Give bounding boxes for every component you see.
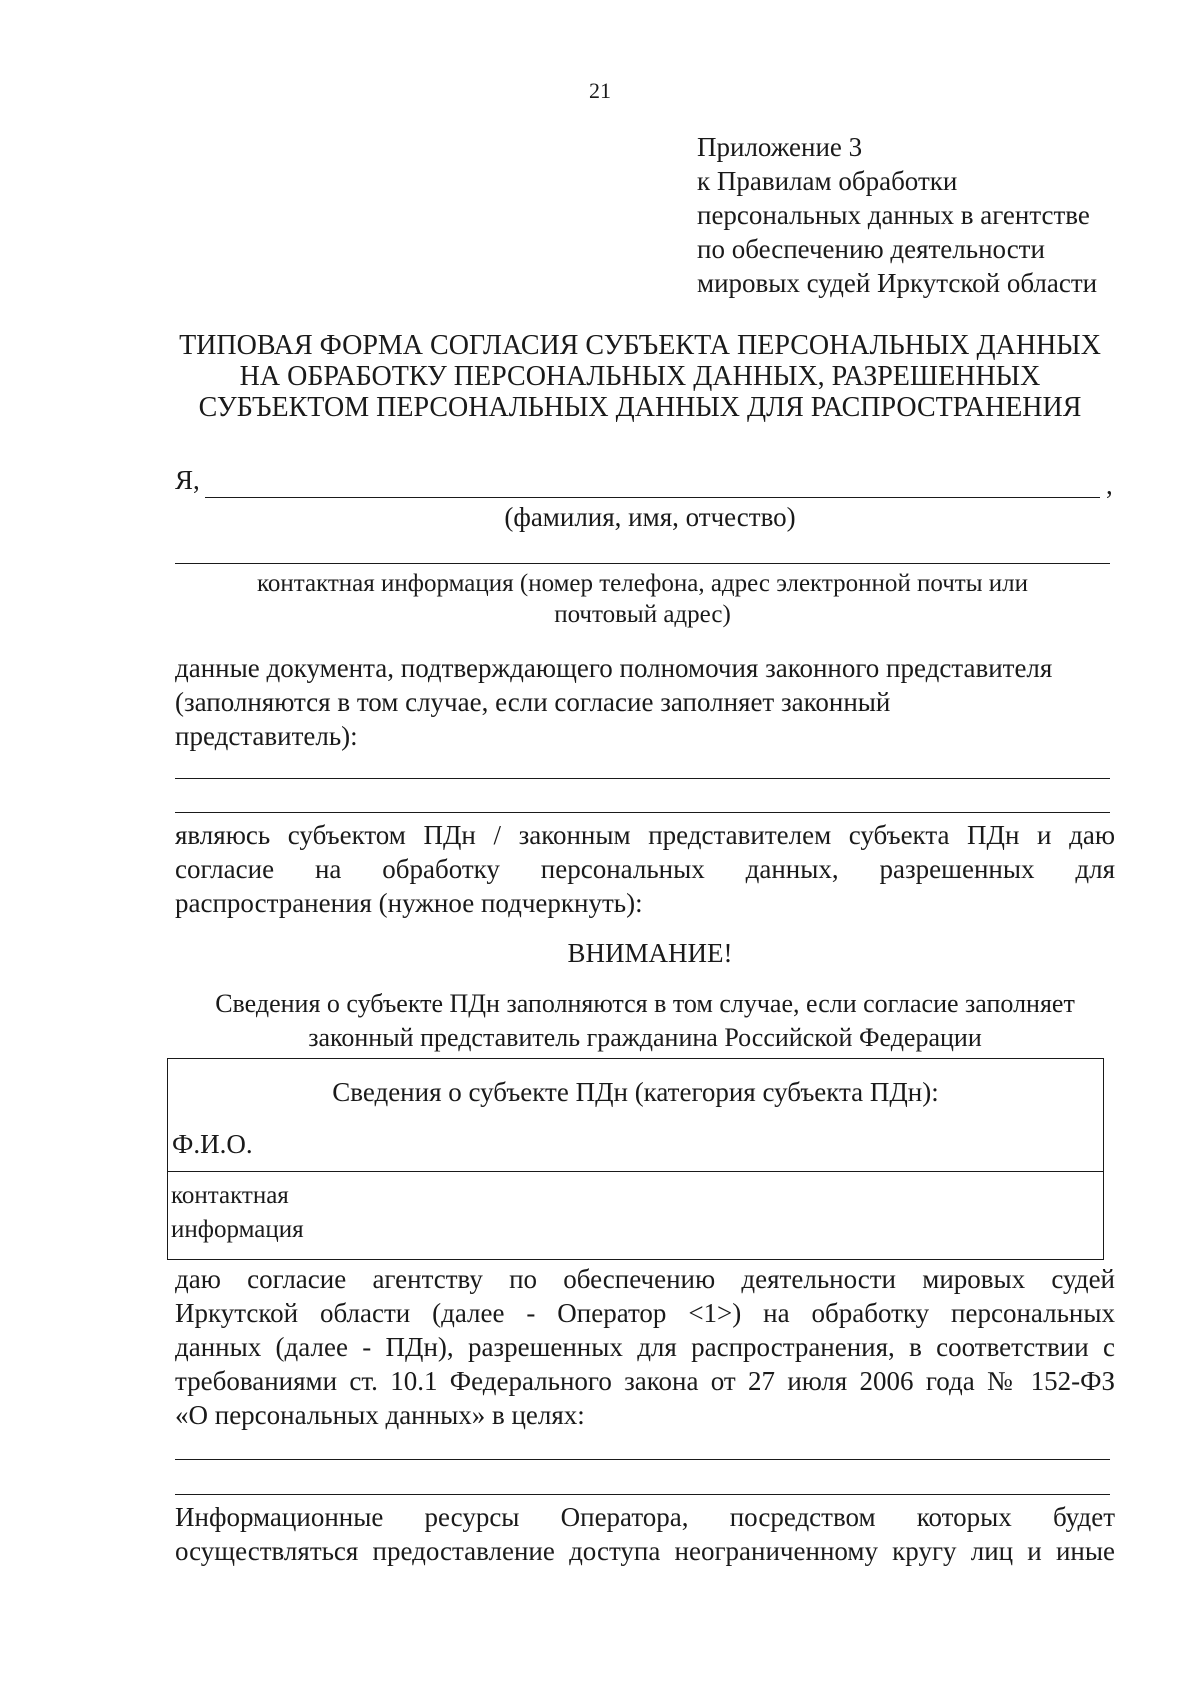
purpose-input-line-1[interactable] (175, 1459, 1110, 1460)
subject-line: согласие на обработку персональных данных, разрешенных для (175, 854, 1115, 884)
subject-fio-label: Ф.И.О. (172, 1129, 253, 1159)
title-line: ТИПОВАЯ ФОРМА СОГЛАСИЯ СУБЪЕКТА ПЕРСОНАЛЬНЫХ ДАННЫХ (179, 330, 1101, 361)
appendix-header (697, 130, 1097, 300)
subject-contact-label (171, 1179, 304, 1247)
consent-text (175, 1262, 1115, 1398)
contact-caption-line: контактная информация (номер телефона, адрес электронной почты или (256, 570, 1029, 597)
resources-text (175, 1500, 1115, 1568)
subject-contact-line: информация (171, 1216, 304, 1243)
title-line: СУБЪЕКТОМ ПЕРСОНАЛЬНЫХ ДАННЫХ ДЛЯ РАСПРОСТРАНЕНИЯ (198, 392, 1082, 423)
fio-input-line[interactable] (205, 497, 1100, 498)
contact-caption (170, 568, 1115, 630)
contact-input-line[interactable] (175, 563, 1110, 564)
i-comma: , (1106, 470, 1113, 500)
subject-info-box (167, 1058, 1104, 1260)
attention-note (170, 987, 1120, 1055)
i-label: Я, (175, 465, 200, 495)
consent-line: требованиями ст. 10.1 Федерального закона от 27 июля 2006 года № 152-ФЗ (175, 1366, 1115, 1396)
document-title (150, 330, 1130, 423)
subject-contact-line: контактная (171, 1182, 289, 1209)
title-line: НА ОБРАБОТКУ ПЕРСОНАЛЬНЫХ ДАННЫХ, РАЗРЕШЕННЫХ (239, 361, 1041, 392)
purpose-input-line-2[interactable] (175, 1494, 1110, 1495)
rep-doc-line: представитель): (175, 721, 358, 751)
consent-last-line: «О персональных данных» в целях: (175, 1400, 585, 1430)
appendix-line: к Правилам обработки (697, 166, 958, 196)
rep-doc-input-line-1[interactable] (175, 778, 1110, 779)
attention-heading: ВНИМАНИЕ! (567, 938, 733, 968)
subject-last-line: распространения (нужное подчеркнуть): (175, 888, 643, 918)
resources-line: Информационные ресурсы Оператора, посредством которых будет (175, 1502, 1115, 1532)
rep-doc-input-line-2[interactable] (175, 812, 1110, 813)
contact-caption-line: почтовый адрес) (554, 601, 731, 628)
page-number: 21 (589, 78, 611, 103)
appendix-line: персональных данных в агентстве (697, 200, 1090, 230)
rep-doc-text (175, 651, 1115, 753)
subject-box-heading: Сведения о субъекте ПДн (категория субъекта ПДн): (332, 1077, 939, 1107)
appendix-line: мировых судей Иркутской области (697, 268, 1098, 298)
rep-doc-line: данные документа, подтверждающего полномочия законного представителя (175, 653, 1053, 683)
subject-text (175, 818, 1115, 886)
appendix-line: Приложение 3 (697, 132, 863, 162)
subject-line: являюсь субъектом ПДн / законным представителем субъекта ПДн и даю (175, 820, 1115, 850)
resources-line: осуществляться предоставление доступа неограниченному кругу лиц и иные (175, 1536, 1115, 1566)
appendix-line: по обеспечению деятельности (697, 234, 1045, 264)
consent-line: Иркутской области (далее - Оператор <1>) на обработку персональных (175, 1298, 1115, 1328)
subject-fio-line[interactable] (168, 1171, 1103, 1172)
consent-line: данных (далее - ПДн), разрешенных для распространения, в соответствии с (175, 1332, 1115, 1362)
attention-note-line: Сведения о субъекте ПДн заполняются в том случае, если согласие заполняет (215, 989, 1075, 1018)
attention-note-line: законный представитель гражданина Российской Федерации (308, 1023, 982, 1052)
consent-line: даю согласие агентству по обеспечению деятельности мировых судей (175, 1264, 1115, 1294)
rep-doc-line: (заполняются в том случае, если согласие заполняет законный (175, 687, 891, 717)
fio-caption: (фамилия, имя, отчество) (504, 502, 796, 532)
